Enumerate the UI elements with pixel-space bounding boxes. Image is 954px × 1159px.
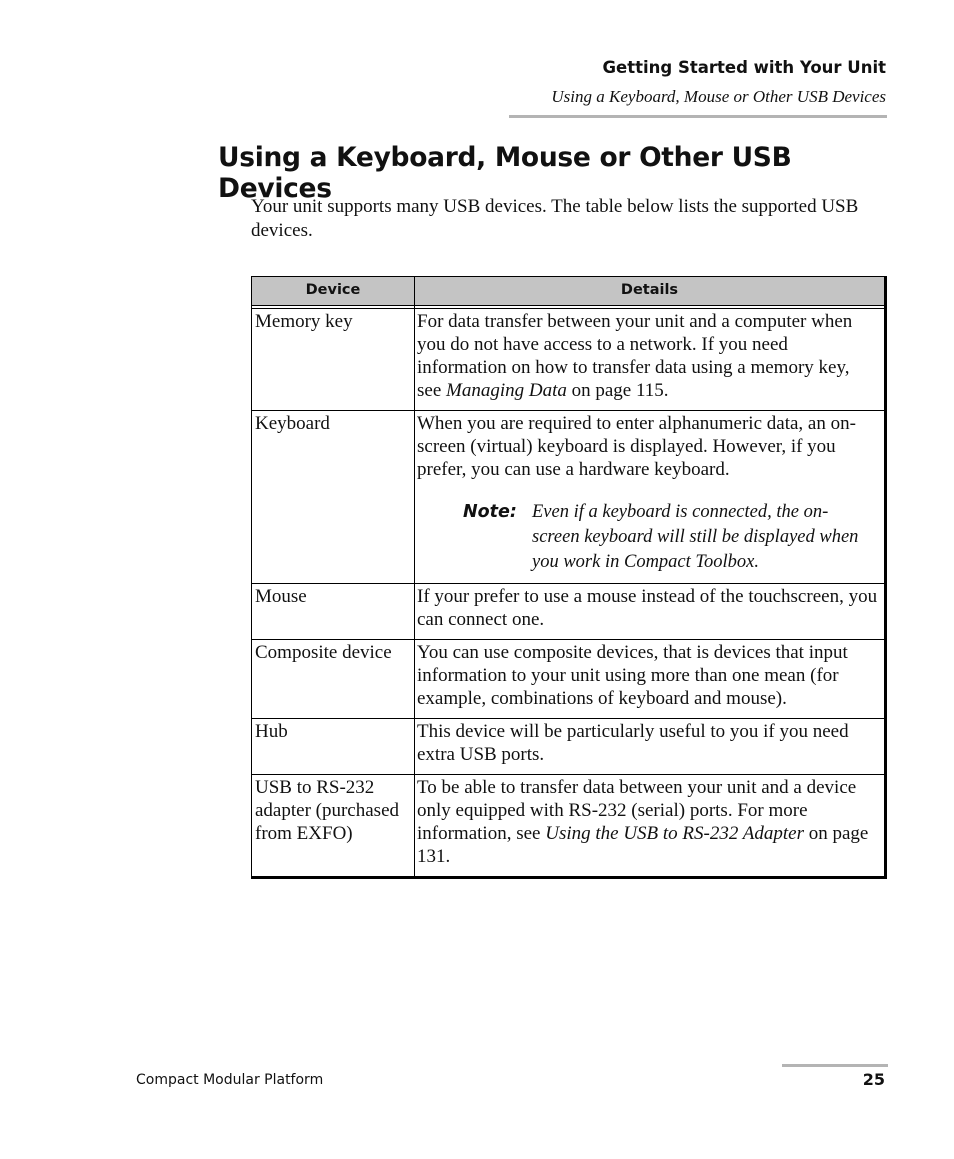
table-row [252, 309, 886, 411]
details-text: When you are required to enter alphanumeric data, an on-screen (virtual) keyboard is displayed. However, if you prefer, you can use a hardware keyboard. [417, 413, 856, 480]
intro-paragraph: Your unit supports many USB devices. The table below lists the supported USB devices. [251, 196, 859, 241]
cross-reference: Using the USB to RS-232 Adapter [545, 823, 804, 844]
device-cell: Hub [252, 719, 415, 775]
details-cell [415, 411, 886, 584]
table-row [252, 584, 886, 640]
running-header-section: Using a Keyboard, Mouse or Other USB Devices [551, 87, 886, 106]
cross-reference: Managing Data [446, 380, 567, 401]
header-divider [509, 115, 887, 118]
table-row [252, 640, 886, 719]
page-title: Using a Keyboard, Mouse or Other USB Devices [218, 142, 792, 204]
details-text: To be able to transfer data between your unit and a device only equipped with RS-232 (serial) ports. For more information, see [417, 777, 857, 844]
page-number: 25 [862, 1070, 885, 1089]
details-cell: You can use composite devices, that is devices that input information to your unit using more than one mean (for example, combinations of keyboard and mouse). [415, 640, 886, 719]
device-cell: Keyboard [252, 411, 415, 584]
device-cell: Mouse [252, 584, 415, 640]
running-header-chapter: Getting Started with Your Unit [602, 58, 886, 77]
footer-product-name: Compact Modular Platform [136, 1072, 324, 1088]
details-cell [415, 775, 886, 878]
footer-divider [782, 1064, 888, 1067]
table-row [252, 411, 886, 584]
note-label: Note: [463, 502, 517, 522]
device-cell: USB to RS-232 adapter (purchased from EXFO) [252, 775, 415, 878]
details-cell [415, 309, 886, 411]
column-header-details: Details [415, 277, 886, 306]
details-text: on page 131. [417, 823, 869, 867]
details-text: on page 115. [566, 380, 669, 401]
table-row [252, 775, 886, 878]
device-cell: Memory key [252, 309, 415, 411]
table-header-row [252, 277, 886, 306]
table-row [252, 719, 886, 775]
device-cell: Composite device [252, 640, 415, 719]
details-text: For data transfer between your unit and a computer when you do not have access to a network. If you need information on how to transfer data using a memory key, see [417, 311, 853, 401]
note-block [463, 500, 878, 575]
column-header-device: Device [252, 277, 415, 306]
note-text: Even if a keyboard is connected, the on-screen keyboard will still be displayed when you work in Compact Toolbox. [532, 502, 859, 572]
details-cell: This device will be particularly useful to you if you need extra USB ports. [415, 719, 886, 775]
details-cell: If your prefer to use a mouse instead of the touchscreen, you can connect one. [415, 584, 886, 640]
usb-devices-table [251, 276, 887, 879]
